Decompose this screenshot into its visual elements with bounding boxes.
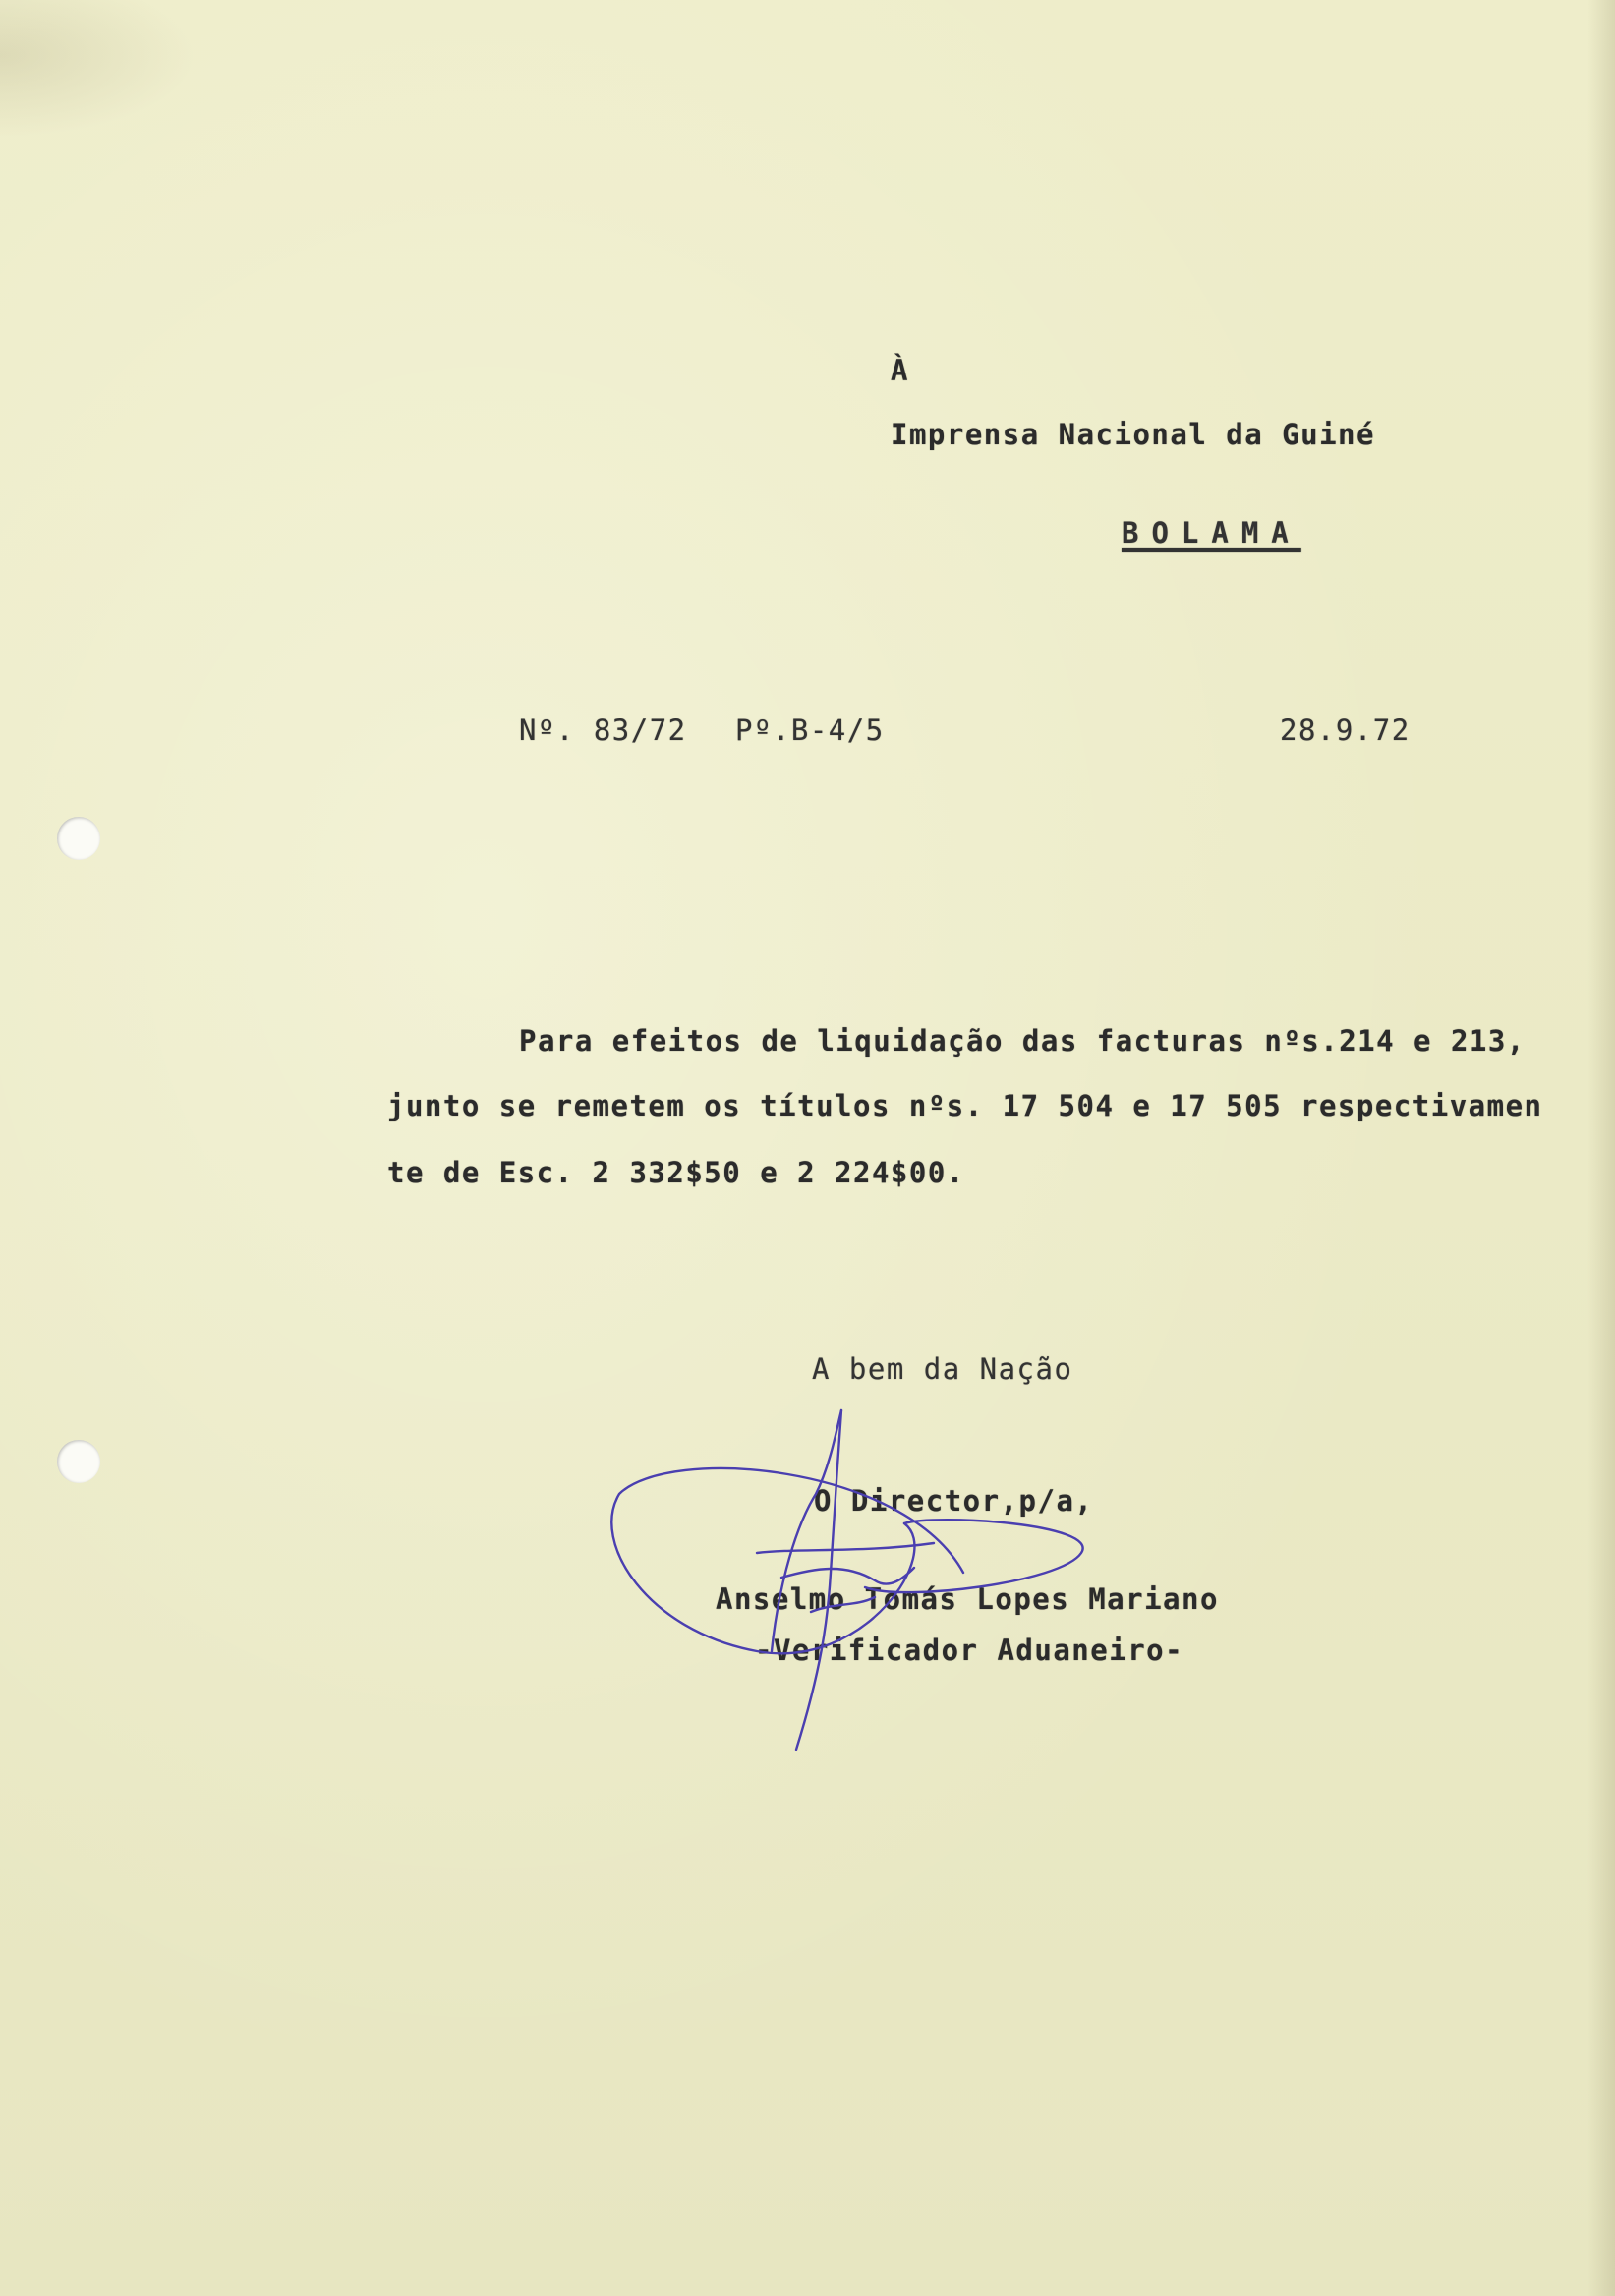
signer-name: Anselmo Tomás Lopes Mariano [716,1582,1219,1616]
body-line-1: Para efeitos de liquidação das facturas nºs.214 e 213, [519,1024,1526,1058]
addressee-prefix: À [891,354,909,387]
reference-date: 28.9.72 [1280,714,1411,747]
reference-number: Nº. 83/72 [519,714,687,747]
body-line-2: junto se remetem os títulos nºs. 17 504 e 17 505 respectivamen [387,1089,1543,1122]
body-line-3: te de Esc. 2 332$50 e 2 224$00. [387,1156,965,1189]
paper-crease [0,0,197,138]
reference-process: Pº.B-4/5 [735,714,885,747]
handwritten-signature [609,1406,1121,1759]
punch-hole-bottom [57,1440,100,1483]
closing-salutation: A bem da Nação [812,1352,1073,1386]
addressee-name: Imprensa Nacional da Guiné [891,418,1375,451]
addressee-city: BOLAMA [1122,516,1301,549]
signer-title: -Verificador Aduaneiro- [755,1634,1184,1667]
closing-role: O Director,p/a, [814,1484,1094,1518]
punch-hole-top [57,817,100,860]
